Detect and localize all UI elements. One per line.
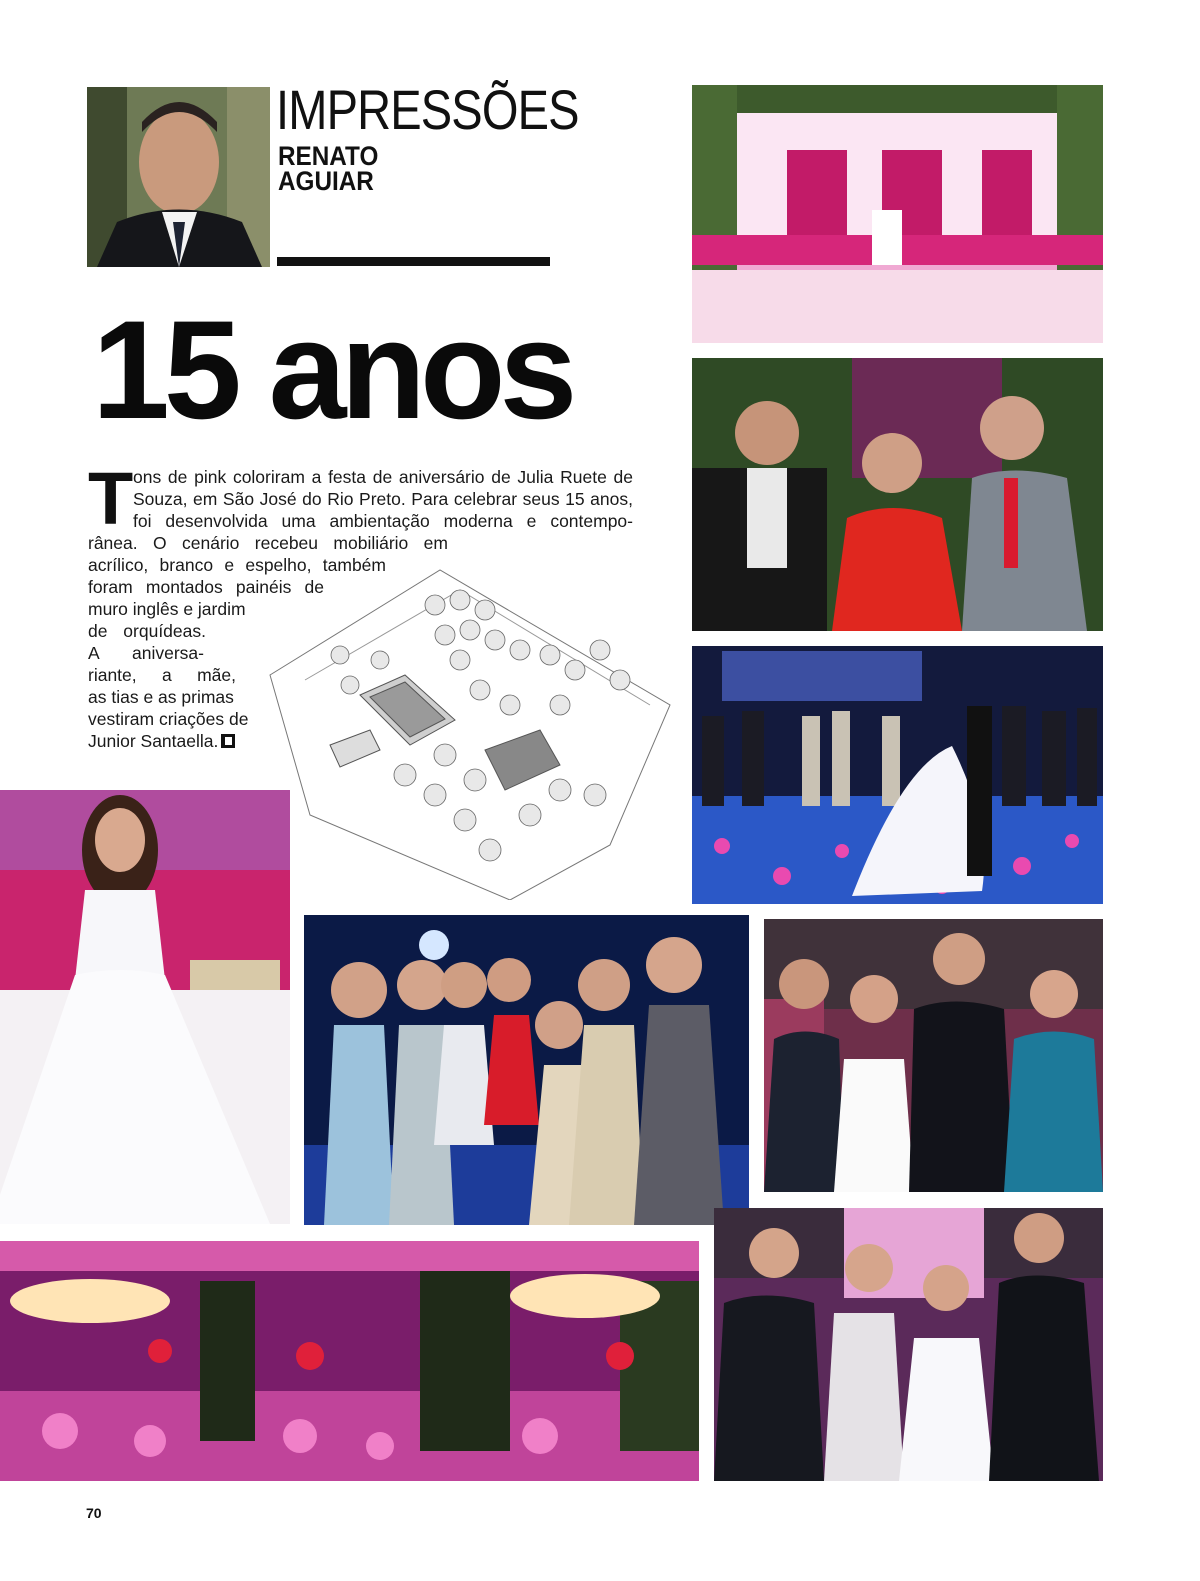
article-line: ons de pink coloriram a festa de aniversário de Julia Ruete de [133, 467, 633, 487]
article-line: acrílico, branco e espelho, também [88, 555, 386, 575]
section-title: IMPRESSÕES [276, 78, 579, 141]
birthday-girl-photo [0, 790, 290, 1224]
friends-group-photo [304, 915, 749, 1225]
page-number: 70 [86, 1505, 102, 1521]
article-line: Souza, em São José do Rio Preto. Para celebrar seus 15 anos, [133, 489, 633, 509]
article-line: riante, a mãe, [88, 665, 236, 685]
title-rule-divider [277, 257, 550, 266]
article-line-text: Junior Santaella. [88, 731, 219, 751]
article-line: A aniversa- [88, 643, 204, 663]
drop-cap: T [88, 457, 134, 540]
family-portrait-photo [692, 358, 1103, 631]
author-portrait-photo [87, 87, 270, 267]
author-last-name: AGUIAR [278, 166, 374, 196]
article-line: vestiram criações de [88, 709, 249, 729]
floor-plan-sketch [230, 555, 675, 900]
dessert-table-photo [692, 85, 1103, 343]
article-line: muro inglês e jardim [88, 599, 246, 619]
venue-hall-photo [0, 1241, 699, 1481]
parents-children-photo [714, 1208, 1103, 1481]
article-line: as tias e as primas [88, 687, 234, 707]
first-dance-photo [692, 646, 1103, 904]
article-line: de orquídeas. [88, 621, 206, 641]
article-headline: 15 anos [92, 291, 572, 448]
family-group-photo [764, 919, 1103, 1192]
article-line: foram montados painéis de [88, 577, 324, 597]
author-first-name: RENATO [278, 141, 379, 171]
article-line: foi desenvolvida uma ambientação moderna e contempo- [133, 511, 633, 531]
article-line: rânea. O cenário recebeu mobiliário em [88, 533, 448, 553]
article-line-last [88, 730, 235, 752]
